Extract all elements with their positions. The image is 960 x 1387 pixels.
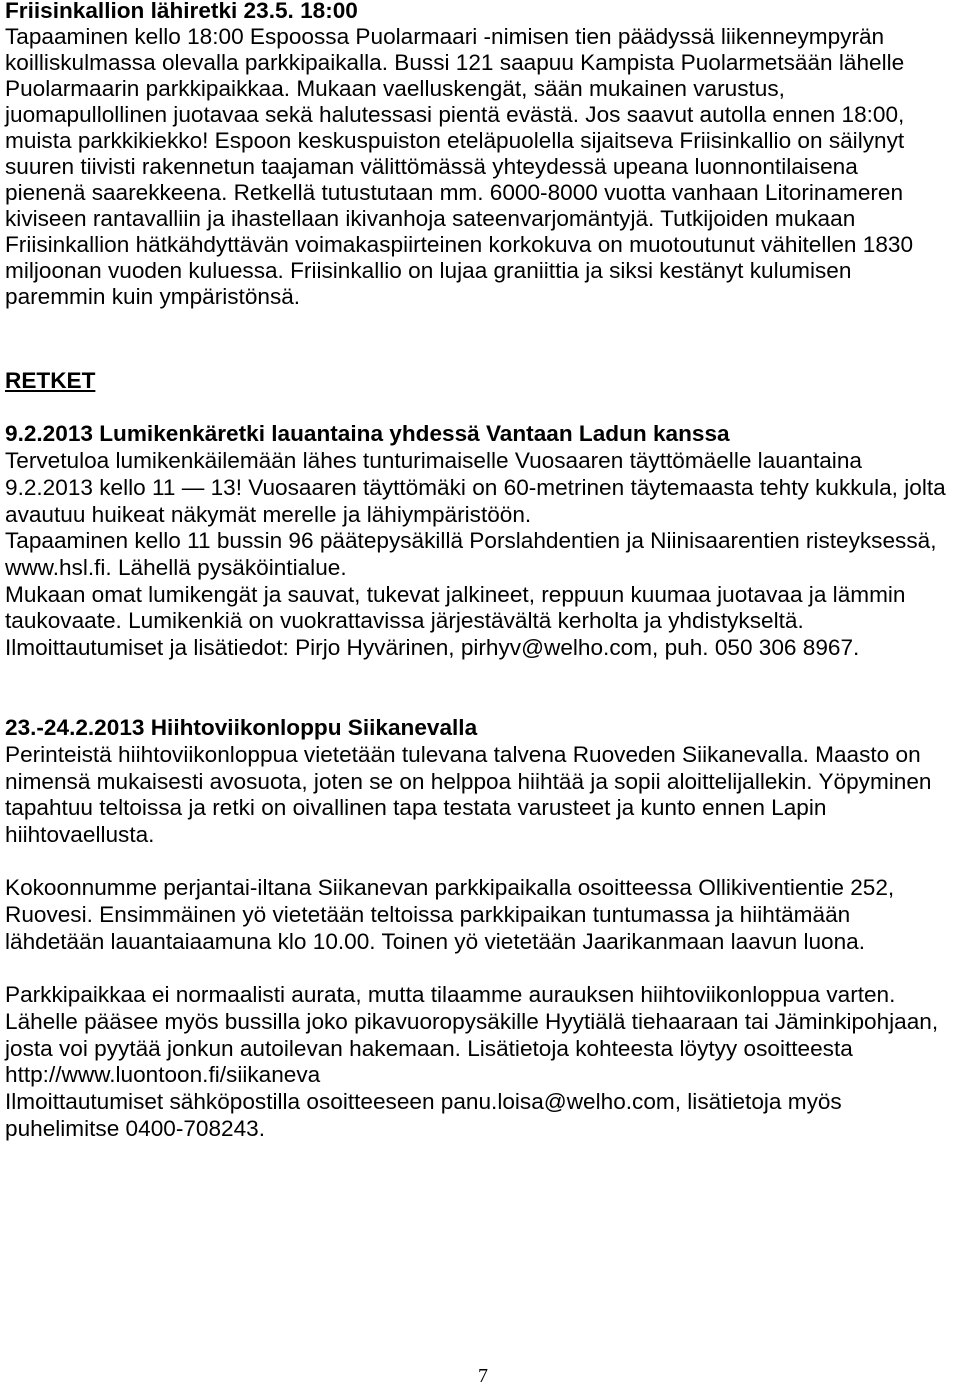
snowshoe-trip-title: 9.2.2013 Lumikenkäretki lauantaina yhdessä Vantaan Ladun kanssa — [5, 421, 730, 447]
ski-weekend-paragraph — [5, 742, 946, 849]
snowshoe-trip-line: www.hsl.fi. Lähellä pysäköintialue. — [5, 554, 347, 580]
intro-text-line: suuren tiivisti rakennetun taajaman välittömässä yhteydessä upeana luonnontilaisena — [5, 154, 858, 179]
snowshoe-trip-line: Tervetuloa lumikenkäilemään lähes tunturimaiselle Vuosaaren täyttömäelle lauantaina — [5, 448, 862, 474]
ski-weekend-paragraph — [5, 875, 946, 955]
intro-text-line: paremmin kuin ympäristönsä. — [5, 284, 301, 309]
ski-weekend-line: josta voi pyytää jonkun autoilevan hakemaan. Lisätietoja kohteesta löytyy osoitteesta — [5, 1035, 853, 1061]
ski-weekend-contact-line: Ilmoittautumiset sähköpostilla osoitteeseen panu.loisa@welho.com, lisätietoja myös — [5, 1088, 842, 1114]
ski-weekend-line: hiihtovaellusta. — [5, 821, 155, 847]
intro-text-line: miljoonan vuoden kuluessa. Friisinkallio on lujaa graniittia ja siksi kestänyt kulumisen — [5, 258, 852, 283]
retket-section — [5, 368, 946, 1142]
snowshoe-trip-line: taukovaate. Lumikenkiä on vuokrattavissa järjestävältä kerholta ja yhdistykseltä. — [5, 608, 804, 634]
intro-text-line: Friisinkallion hätkähdyttävän voimakaspiirteinen korkokuva on muotoutunut vähitellen 1830 — [5, 232, 914, 257]
snowshoe-trip-line: Mukaan omat lumikengät ja sauvat, tukevat jalkineet, reppuun kuumaa juotavaa ja lämmin — [5, 581, 906, 607]
snowshoe-trip-contact-line: Ilmoittautumiset ja lisätiedot: Pirjo Hyvärinen, pirhyv@welho.com, puh. 050 306 8967. — [5, 635, 860, 661]
ski-weekend-paragraph — [5, 982, 946, 1142]
ski-weekend-line: Parkkipaikkaa ei normaalisti aurata, mutta tilaamme aurauksen hiihtoviikonloppua varten. — [5, 982, 896, 1008]
intro-text-line: Tapaaminen kello 18:00 Espoossa Puolarmaari -nimisen tien päädyssä liikenneympyrän — [5, 24, 885, 49]
snowshoe-trip-line: Tapaaminen kello 11 bussin 96 päätepysäkillä Porslahdentien ja Niinisaarentien risteyksessä, — [5, 528, 937, 554]
ski-weekend-line: Ruovesi. Ensimmäinen yö vietetään teltoissa parkkipaikan tuntumassa ja hiihtämään — [5, 902, 851, 928]
snowshoe-trip-line: 9.2.2013 kello 11 — 13! Vuosaaren täyttömäki on 60-metrinen täytemaasta tehty kukkula, jolta — [5, 474, 946, 500]
ski-weekend-line: tapahtuu teltoissa ja retki on oivallinen tapa testata varusteet ja kunto ennen Lapin — [5, 795, 827, 821]
page-number: 7 — [478, 1365, 488, 1387]
ski-weekend-phone-line: puhelimitse 0400-708243. — [5, 1115, 266, 1141]
ski-weekend-line: nimensä mukaisesti avosuota, joten se on helppoa hiihtää ja sopii aloittelijallekin. Yöpyminen — [5, 768, 932, 794]
intro-text-line: kiviseen rantavalliin ja ihastellaan ikivanhoja sateenvarjomäntyjä. Tutkijoiden mukaan — [5, 206, 856, 231]
intro-text-line: Puolarmaarin parkkipaikkaa. Mukaan vaelluskengät, sään mukainen varustus, — [5, 76, 785, 101]
ski-weekend-line: Perinteistä hiihtoviikonloppua vietetään tulevana talvena Ruoveden Siikanevalla. Maasto on — [5, 741, 921, 767]
friisinkallio-trip-title: Friisinkallion lähiretki 23.5. 18:00 — [5, 0, 358, 23]
ski-weekend-line: Lähelle pääsee myös bussilla joko pikavuoropysäkille Hyytiälä tiehaaraan tai Jäminkipohjaan, — [5, 1008, 939, 1034]
intro-text-line: pienenä saarekkeena. Retkellä tutustutaan mm. 6000-8000 vuotta vanhaan Litorinameren — [5, 180, 904, 205]
section-heading-retket: RETKET — [5, 368, 96, 393]
ski-weekend-line: lähdetään lauantaiaamuna klo 10.00. Toinen yö vietetään Jaarikanmaan laavun luona. — [5, 928, 866, 954]
ski-weekend-line: Kokoonnumme perjantai-iltana Siikanevan parkkipaikalla osoitteessa Ollikiventientie 252, — [5, 875, 895, 901]
snowshoe-trip-section — [5, 421, 946, 661]
intro-text-line: juomapullollinen juotavaa sekä halutessasi pientä evästä. Jos saavut autolla ennen 18:00, — [5, 102, 905, 127]
snowshoe-trip-line: avautuu huikeat näkymät merelle ja lähiympäristöön. — [5, 501, 532, 527]
intro-text-line: koilliskulmassa olevalla parkkipaikalla. Bussi 121 saapuu Kampista Puolarmetsään lähelle — [5, 50, 905, 75]
siikaneva-url[interactable]: http://www.luontoon.fi/siikaneva — [5, 1062, 321, 1088]
ski-weekend-title: 23.-24.2.2013 Hiihtoviikonloppu Siikanevalla — [5, 715, 478, 741]
friisinkallio-trip-section — [5, 0, 913, 310]
ski-weekend-section — [5, 715, 946, 1142]
intro-text-line: muista parkkikiekko! Espoon keskuspuiston eteläpuolella sijaitseva Friisinkallio on säilynyt — [5, 128, 905, 153]
